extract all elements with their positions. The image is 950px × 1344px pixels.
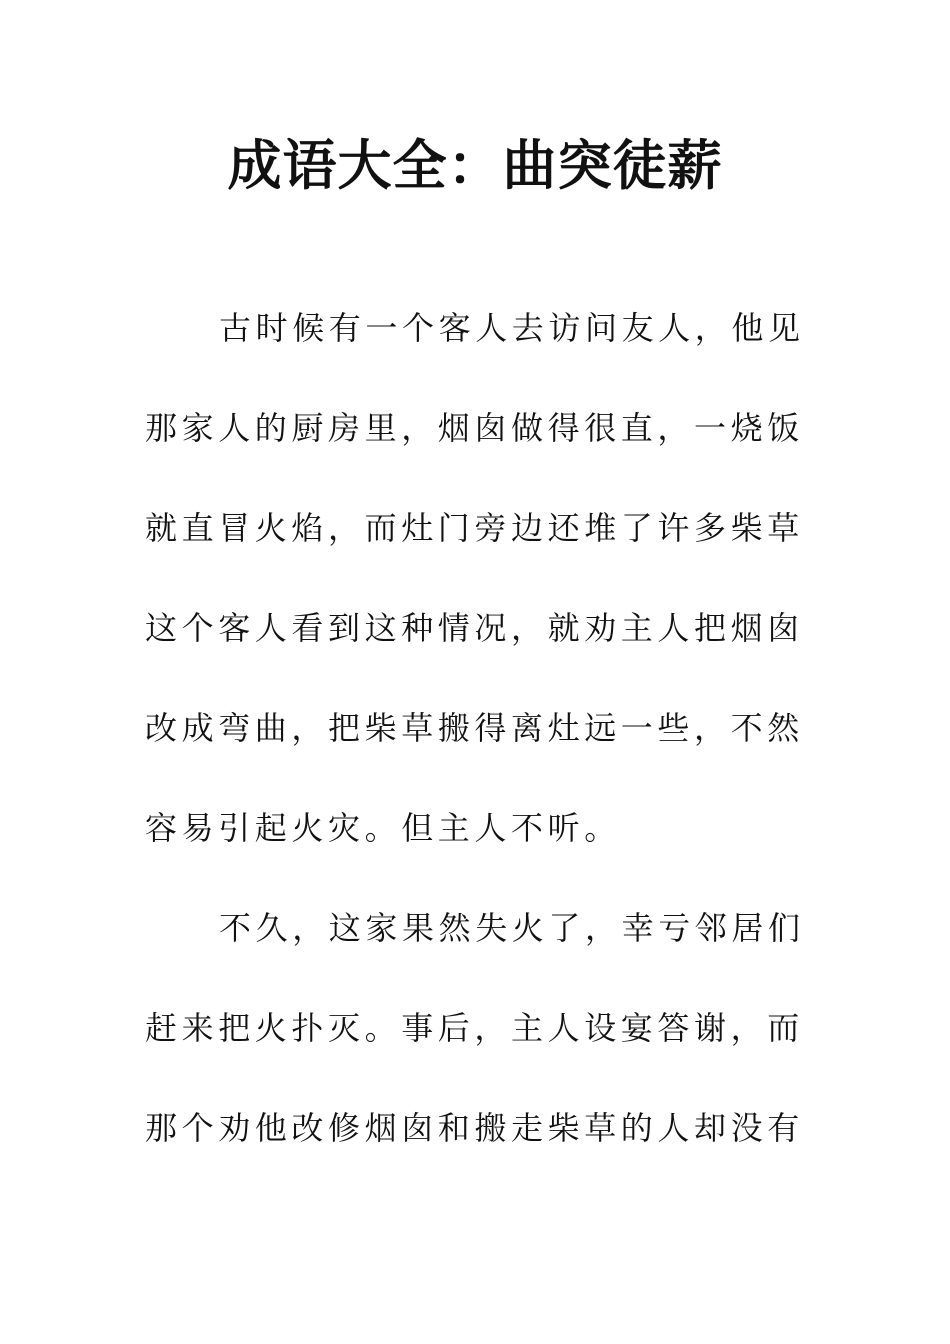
page-title: 成语大全：曲突徒薪 <box>227 134 723 197</box>
paragraph-1-line-1: 古时候有一个客人去访问友人，他见 <box>219 309 805 347</box>
paragraph-1-line-4: 这个客人看到这种情况，就劝主人把烟囱 <box>145 609 804 647</box>
paragraph-1-line-3: 就直冒火焰，而灶门旁边还堆了许多柴草 <box>145 509 804 547</box>
paragraph-1-line-5: 改成弯曲，把柴草搬得离灶远一些，不然 <box>145 709 804 747</box>
paragraph-2-line-2: 赶来把火扑灭。事后，主人设宴答谢，而 <box>145 1009 804 1047</box>
paragraph-1-line-2: 那家人的厨房里，烟囱做得很直，一烧饭 <box>145 409 804 447</box>
paragraph-1-line-6: 容易引起火灾。但主人不听。 <box>145 809 621 847</box>
paragraph-2-line-3: 那个劝他改修烟囱和搬走柴草的人却没有 <box>145 1109 804 1147</box>
paragraph-2-line-1: 不久，这家果然失火了，幸亏邻居们 <box>219 909 805 947</box>
